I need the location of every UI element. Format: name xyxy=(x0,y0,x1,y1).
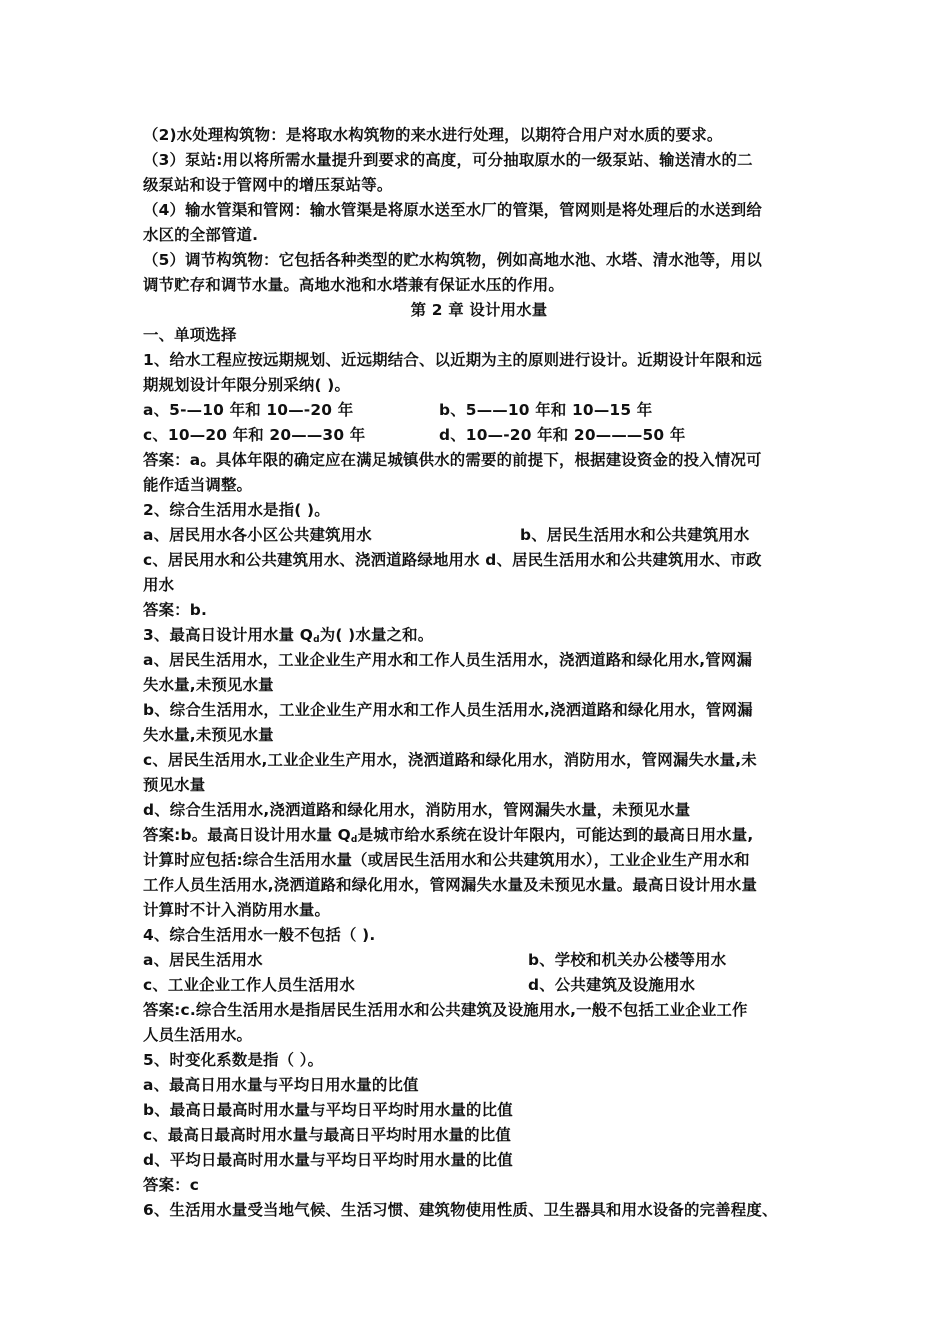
option-c: c、最高日最高时用水量与最高日平均时用水量的比值 xyxy=(143,1126,511,1144)
answer: 答案：b. xyxy=(143,601,208,619)
option-a: a、5-—10 年和 10—-20 年 xyxy=(143,401,354,419)
option-c: c、工业企业工作人员生活用水 xyxy=(143,976,356,994)
options-row xyxy=(143,523,815,548)
option-b: b、居民生活用水和公共建筑用水 xyxy=(520,526,750,544)
answer-cont: 能作适当调整。 xyxy=(143,476,253,494)
option-b-cont: 失水量,未预见水量 xyxy=(143,726,274,744)
question-1: 1、给水工程应按远期规划、近远期结合、以近期为主的原则进行设计。近期设计年限和远 xyxy=(143,351,762,369)
options-row xyxy=(143,973,815,998)
option-a: a、居民生活用水，工业企业生产用水和工作人员生活用水，浇洒道路和绿化用水,管网漏 xyxy=(143,651,753,669)
text-line: （2)水处理构筑物：是将取水构筑物的来水进行处理，以期符合用户对水质的要求。 xyxy=(143,126,723,144)
chapter-title: 第 2 章 设计用水量 xyxy=(410,301,548,319)
text-line: 调节贮存和调节水量。高地水池和水塔兼有保证水压的作用。 xyxy=(143,276,564,294)
option-b: b、综合生活用水，工业企业生产用水和工作人员生活用水,浇洒道路和绿化用水，管网漏 xyxy=(143,701,753,719)
question-6: 6、生活用水量受当地气候、生活习惯、建筑物使用性质、卫生器具和用水设备的完善程度、 xyxy=(143,1201,778,1219)
answer-cont: 计算时应包括:综合生活用水量（或居民生活用水和公共建筑用水），工业企业生产用水和 xyxy=(143,851,750,869)
option-a-cont: 失水量,未预见水量 xyxy=(143,676,274,694)
answer: 答案：a。具体年限的确定应在满足城镇供水的需要的前提下，根据建设资金的投入情况可 xyxy=(143,451,762,469)
question-5: 5、时变化系数是指（ ）。 xyxy=(143,1051,324,1069)
options-row xyxy=(143,398,815,423)
question-2: 2、综合生活用水是指( )。 xyxy=(143,501,330,519)
answer: 答案:c.综合生活用水是指居民生活用水和公共建筑及设施用水,一般不包括工业企业工作 xyxy=(143,1001,748,1019)
answer: 答案：c xyxy=(143,1176,200,1194)
section-heading: 一、单项选择 xyxy=(143,326,237,344)
text-line: （3）泵站:用以将所需水量提升到要求的高度，可分抽取原水的一级泵站、输送清水的二 xyxy=(143,151,753,169)
option-d: d、平均日最高时用水量与平均日平均时用水量的比值 xyxy=(143,1151,513,1169)
option-b: b、学校和机关办公楼等用水 xyxy=(528,951,727,969)
option-b: b、5——10 年和 10—15 年 xyxy=(439,401,653,419)
question-1-cont: 期规划设计年限分别采纳( )。 xyxy=(143,376,351,394)
option-a: a、居民用水各小区公共建筑用水 xyxy=(143,526,372,544)
answer-cont: 工作人员生活用水,浇洒道路和绿化用水，管网漏失水量及未预见水量。最高日设计用水量 xyxy=(143,876,758,894)
answer-cont: 人员生活用水。 xyxy=(143,1026,253,1044)
option-c-cont: 预见水量 xyxy=(143,776,206,794)
option-b: b、最高日最高时用水量与平均日平均时用水量的比值 xyxy=(143,1101,513,1119)
option-a: a、最高日用水量与平均日用水量的比值 xyxy=(143,1076,419,1094)
options-row xyxy=(143,423,815,448)
option-c: c、居民生活用水,工业企业生产用水，浇洒道路和绿化用水，消防用水，管网漏失水量,未 xyxy=(143,751,757,769)
text-line: 水区的全部管道. xyxy=(143,226,259,244)
option-c: c、10—20 年和 20——30 年 xyxy=(143,426,366,444)
option-d: d、公共建筑及设施用水 xyxy=(528,976,696,994)
options-cd: c、居民用水和公共建筑用水、浇洒道路绿地用水 d、居民生活用水和公共建筑用水、市政 xyxy=(143,551,762,569)
options-row xyxy=(143,948,815,973)
option-d: d、综合生活用水,浇洒道路和绿化用水，消防用水，管网漏失水量，未预见水量 xyxy=(143,801,691,819)
answer: 答案:b。最高日设计用水量 $Q_d$是城市给水系统在设计年限内，可能达到的最高日用水量, xyxy=(143,826,754,845)
text-line: 级泵站和设于管网中的增压泵站等。 xyxy=(143,176,393,194)
option-d: d、10—-20 年和 20———50 年 xyxy=(439,426,686,444)
question-4: 4、综合生活用水一般不包括（ ). xyxy=(143,926,376,944)
text-line: （4）输水管渠和管网：输水管渠是将原水送至水厂的管渠，管网则是将处理后的水送到给 xyxy=(143,201,762,219)
options-cd-cont: 用水 xyxy=(143,576,175,594)
text-line: （5）调节构筑物：它包括各种类型的贮水构筑物，例如高地水池、水塔、清水池等，用以 xyxy=(143,251,762,269)
question-3: 3、最高日设计用水量 $Q_d$为( )水量之和。 xyxy=(143,626,434,645)
document-page xyxy=(143,123,815,1223)
answer-cont: 计算时不计入消防用水量。 xyxy=(143,901,331,919)
option-a: a、居民生活用水 xyxy=(143,951,263,969)
